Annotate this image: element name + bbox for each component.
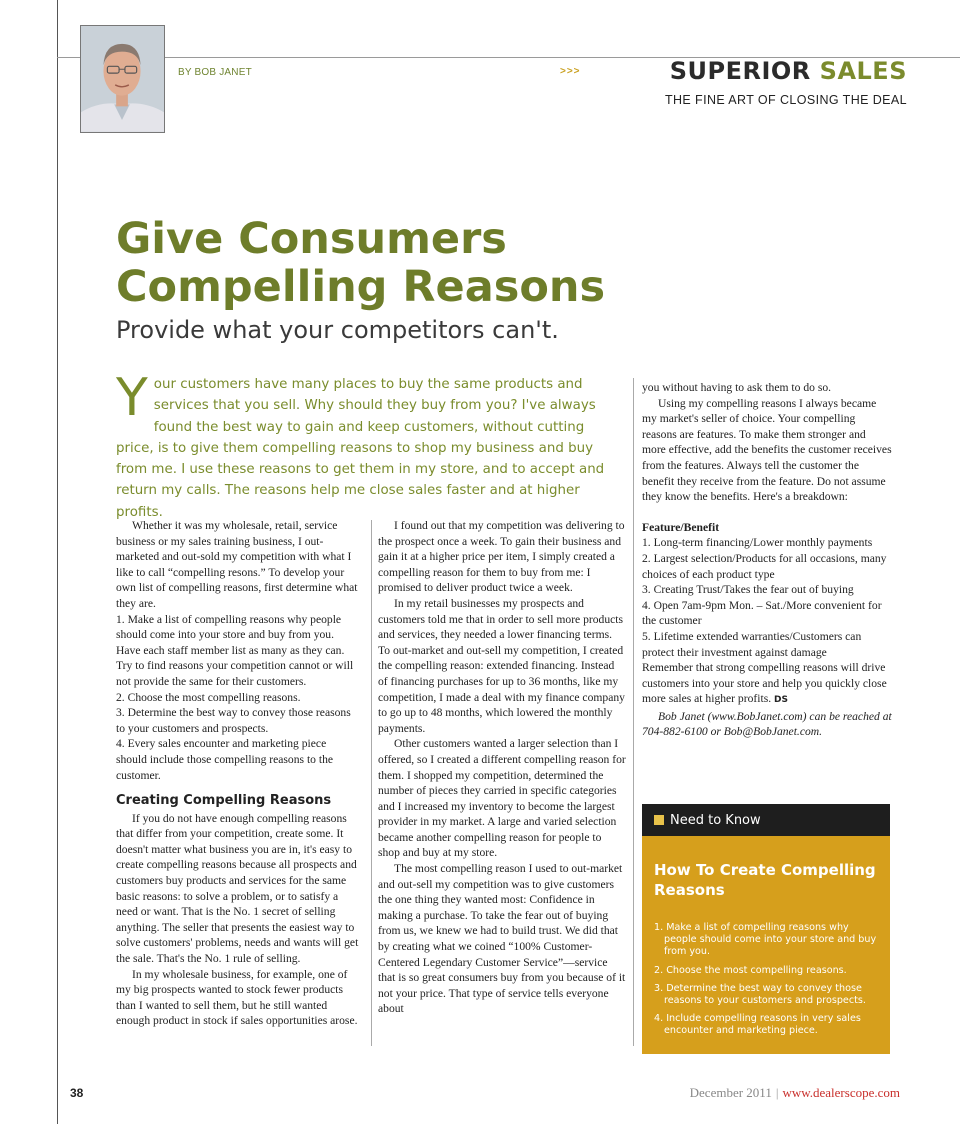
- list-item: 5. Lifetime extended warranties/Customers can protect their investment against damage: [642, 629, 862, 659]
- square-bullet-icon: [654, 815, 664, 825]
- drop-cap: Y: [116, 368, 148, 428]
- intro-paragraph: [116, 368, 616, 523]
- list-item: 1. Long-term financing/Lower monthly payments: [642, 536, 873, 550]
- byline: BY BOB JANET: [178, 67, 252, 78]
- section-title-word1: SUPERIOR: [669, 57, 811, 85]
- subheading: Creating Compelling Reasons: [116, 793, 332, 809]
- box-header: [642, 804, 890, 836]
- body-paragraph: In my wholesale business, for example, one of my big prospects wanted to stock fewer products than I wanted to sell them, but he still wanted enough product in stock if sales opportunities arose.: [116, 967, 358, 1028]
- list-item: 3. Creating Trust/Takes the fear out of buying: [642, 583, 854, 597]
- box-list: [642, 900, 890, 1038]
- box-list-item: 2. Choose the most compelling reasons.: [654, 964, 847, 976]
- body-paragraph: The most compelling reason I used to out-market and out-sell my competition was to give customers the one thing they wanted most: Confidence in making a purchase. To take the fear out of buying from us, we knew we had to build trust. We did that by creating what we coined “100% Customer-Centered Legendary Customer Service”—service that is so great consumers buy from you because of it not your price. That type of service tells everyone about: [378, 862, 626, 1016]
- author-signature: Bob Janet (www.BobJanet.com) can be reached at 704-882-6100 or Bob@BobJanet.com.: [642, 709, 892, 739]
- box-list-item: 1. Make a list of compelling reasons why people should come into your store and buy from you.: [654, 922, 877, 958]
- section-title-word2: SALES: [819, 57, 907, 85]
- intro-text: our customers have many places to buy the same products and services that you sell. Why should they buy from you? I've always found the best way to gain and keep customers, without cutting price, is to give them compelling reasons to shop my business and buy from me. I use these reasons to get them in my store, and to accept and return my calls. The reasons help me close sales faster and at higher profits.: [116, 377, 605, 520]
- body-paragraph: I found out that my competition was delivering to the prospect once a week. To gain their business and gain it at a higher price per item, I simply created a compelling reason for them to buy from me: I promised to deliver product twice a week.: [378, 519, 625, 595]
- headline-line1: Give Consumers: [116, 214, 507, 264]
- section-title: [670, 57, 907, 85]
- footer-date: December 2011: [689, 1085, 772, 1100]
- headline: [116, 215, 716, 311]
- column-divider: [371, 520, 372, 1046]
- section-subtitle: THE FINE ART OF CLOSING THE DEAL: [664, 93, 907, 107]
- article-column-1: [116, 518, 360, 1029]
- column-divider: [633, 378, 634, 1046]
- closing-text: Remember that strong compelling reasons will drive customers into your store and help you quickly close more sales at higher profits.: [642, 661, 887, 706]
- feature-benefit-heading: Feature/Benefit: [642, 520, 720, 534]
- body-paragraph: If you do not have enough compelling reasons that differ from your competition, create some. It doesn't matter what business you are in, it's easy to create compelling reasons because all prospects and customers buy products and services for the same basic reasons: to solve a problem, or to satisfy a need or want. That is the No. 1 secret of selling anything. The seller that presents the easiest way to solve customers' problems, needs and wants will get the sale. That's the No. 1 rule of selling.: [116, 811, 359, 966]
- body-paragraph: In my retail businesses my prospects and customers told me that in order to sell more products and services, they needed a lower financing terms. To out-market and out-sell my competition, I created the compelling reason: extended financing. Instead of financing purchases for up to 36 months, like my competition, I made a deal with my finance company to go up to 48 months, which lowered the monthly payments.: [378, 596, 625, 735]
- list-item: 3. Determine the best way to convey those reasons to your customers and prospects.: [116, 706, 351, 735]
- need-to-know-box: [642, 804, 890, 1054]
- box-label: Need to Know: [670, 812, 761, 828]
- body-paragraph: [642, 660, 892, 709]
- body-paragraph: you without having to ask them to do so.: [642, 381, 832, 394]
- body-paragraph: Other customers wanted a larger selection than I offered, so I created a different compelling reason for them. I shopped my competition, determined the number of pieces they carried in specific categories and I increased my inventory to become the largest provider in my market. A large and varied selection became another compelling reason for people to shop and buy at my store.: [378, 737, 626, 860]
- list-item: 4. Every sales encounter and marketing piece should include those compelling reasons to the customer.: [116, 737, 334, 782]
- body-paragraph: Whether it was my wholesale, retail, service business or my sales training business, I out-marketed and out-sold my competition with what I like to call “compelling resons.” To develop your own list of compelling reasons, first determine what they are.: [116, 519, 358, 610]
- deck: Provide what your competitors can't.: [116, 316, 559, 344]
- footer-separator: |: [775, 1085, 779, 1100]
- body-paragraph: Using my compelling reasons I always became my market's seller of choice. Your compelling reasons are features. To make them stronger and more effective, add the benefits the customer receives from the features. Always tell the customer the benefit they receive from the feature. Do not assume they know the benefits. Here's a breakdown:: [642, 396, 892, 504]
- box-title: How To Create Compelling Reasons: [654, 861, 876, 899]
- list-item: 1. Make a list of compelling reasons why people should come into your store and buy from you. Have each staff member list as many as they can. Try to find reasons your competition cannot or will not provide the same for their customers.: [116, 612, 354, 688]
- list-item: 2. Largest selection/Products for all occasions, many choices of each product type: [642, 551, 887, 581]
- article-column-3: [642, 380, 892, 740]
- footer: [690, 1085, 900, 1101]
- box-list-item: 3. Determine the best way to convey those reasons to your customers and prospects.: [654, 982, 866, 1007]
- box-list-item: 4. Include compelling reasons in very sales encounter and marketing piece.: [654, 1013, 861, 1037]
- section-arrows: >>>: [560, 66, 581, 77]
- list-item: 2. Choose the most compelling reasons.: [116, 690, 301, 704]
- author-photo: [80, 25, 165, 133]
- article-column-2: [378, 518, 626, 1017]
- headline-line2: Compelling Reasons: [116, 262, 606, 312]
- left-rule: [57, 0, 58, 1124]
- page-number: 38: [70, 1086, 84, 1100]
- list-item: 4. Open 7am-9pm Mon. – Sat./More convenient for the customer: [642, 598, 882, 628]
- footer-url[interactable]: www.dealerscope.com: [782, 1085, 900, 1100]
- author-portrait-image: [81, 26, 164, 132]
- end-mark: DS: [774, 695, 788, 706]
